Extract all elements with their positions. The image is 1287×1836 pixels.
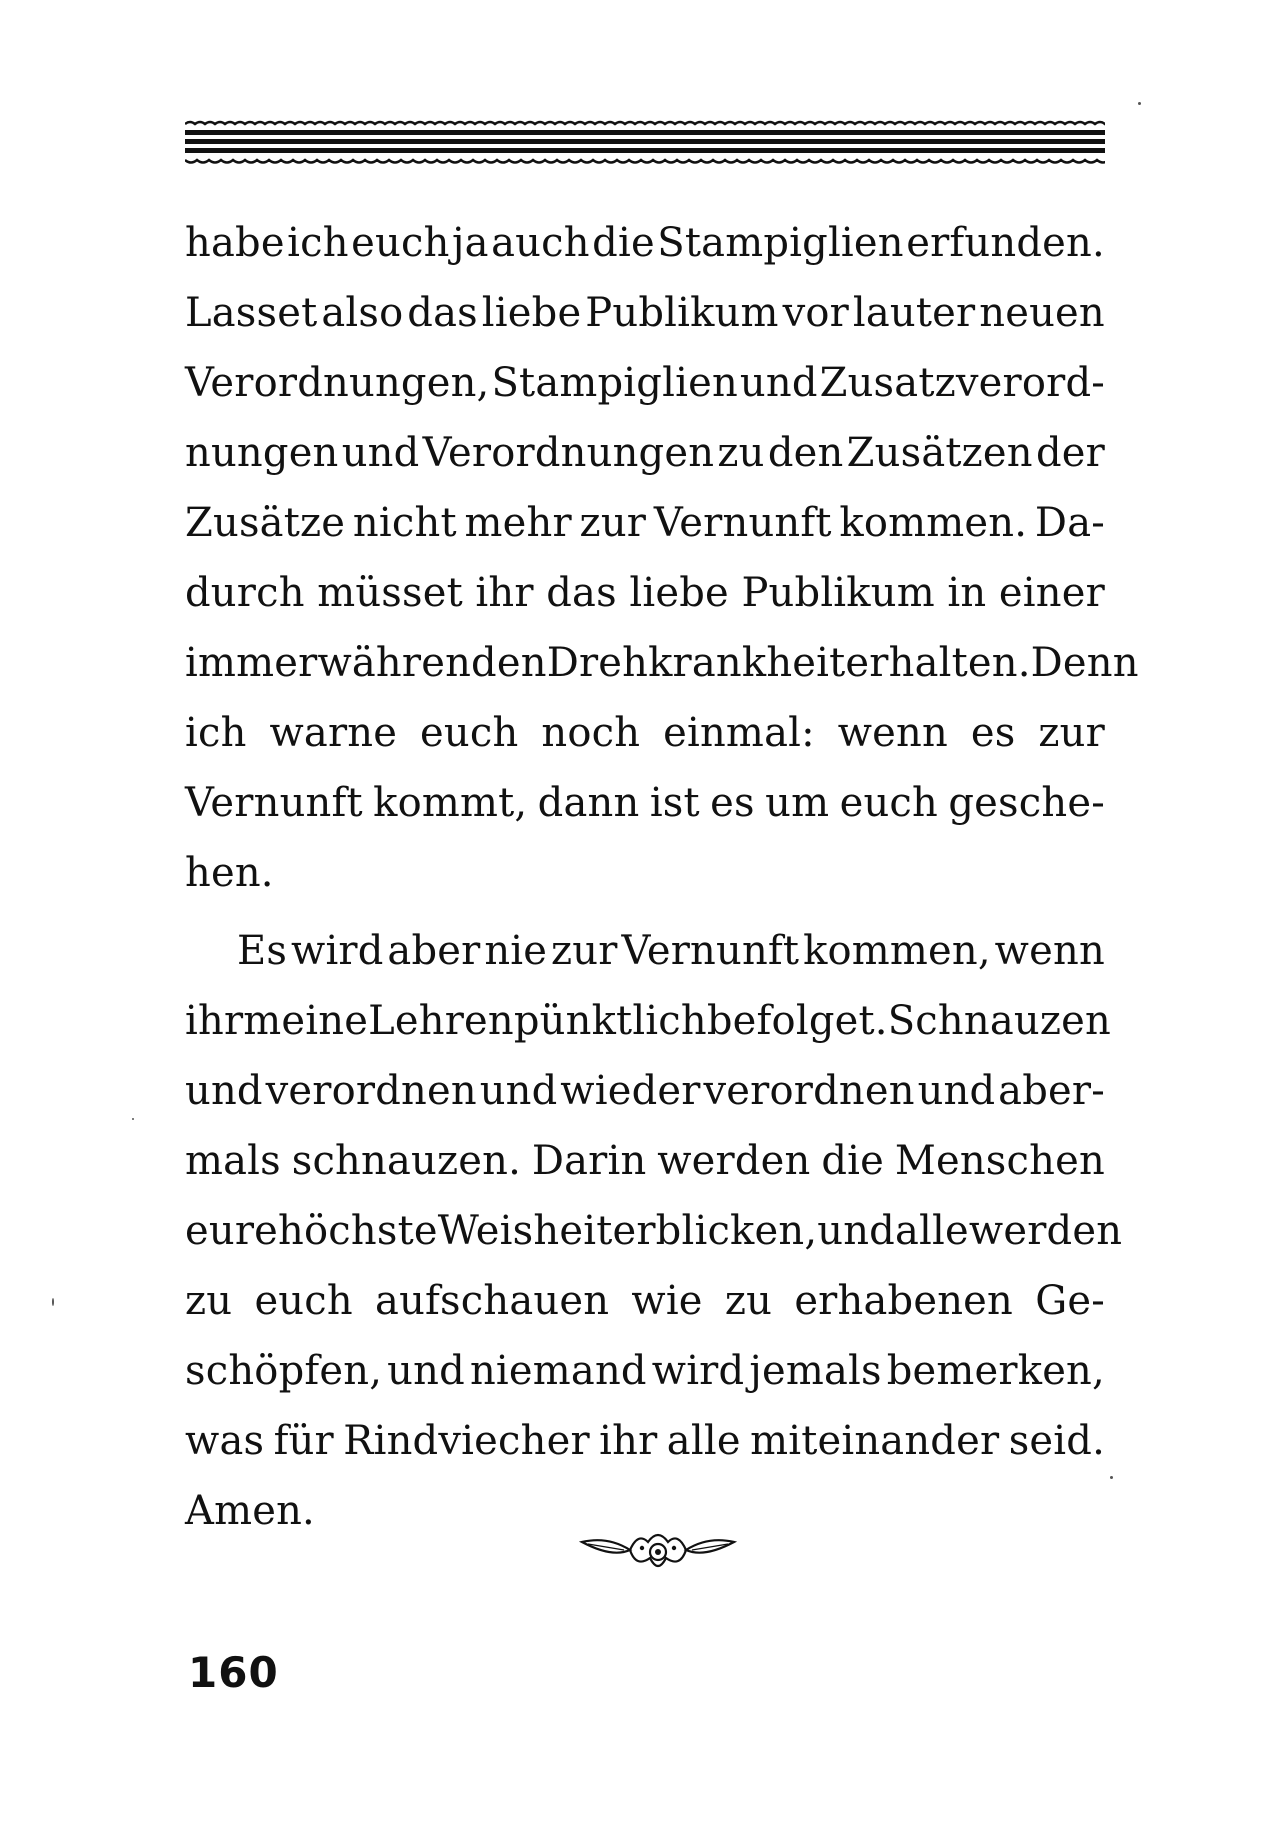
text-line: habe ich euch ja auch die Stampiglien erfunden. <box>185 220 1105 266</box>
wave-bottom-line <box>185 160 1105 163</box>
text-line: und verordnen und wieder verordnen und aber- <box>185 1068 1105 1114</box>
body-text <box>185 208 1139 1546</box>
text-line: immerwährenden Drehkrankheit erhalten. Denn <box>185 640 1139 686</box>
text-line: zu euch aufschauen wie zu erhabenen Ge- <box>185 1278 1105 1324</box>
page-number: 160 <box>188 1648 279 1697</box>
header-ornament <box>185 118 1105 170</box>
text-line: was für Rindviecher ihr alle miteinander seid. <box>185 1418 1105 1464</box>
scan-speck <box>1138 102 1141 105</box>
paragraph-gap <box>185 908 1105 916</box>
text-line: hen. <box>185 850 274 896</box>
band-bar-2 <box>185 139 1105 144</box>
flower-vignette-icon <box>578 1528 738 1578</box>
text-line: ich warne euch noch einmal: wenn es zur <box>185 710 1105 756</box>
wave-top-line <box>185 122 1105 124</box>
band-bar-3 <box>185 148 1105 153</box>
paragraph <box>185 916 1123 1546</box>
text-line: Zusätze nicht mehr zur Vernunft kommen. Da- <box>185 500 1105 546</box>
scan-speck <box>52 1298 54 1306</box>
scan-speck <box>132 1118 134 1120</box>
text-line: eure höchste Weisheit erblicken, und alle werden <box>185 1208 1123 1254</box>
text-line: mals schnauzen. Darin werden die Menschen <box>185 1138 1105 1184</box>
text-line: Vernunft kommt, dann ist es um euch gesche- <box>185 780 1105 826</box>
text-line: durch müsset ihr das liebe Publikum in einer <box>185 570 1105 616</box>
text-line: Amen. <box>185 1488 315 1534</box>
text-line: nungen und Verordnungen zu den Zusätzen der <box>185 430 1105 476</box>
band-bar-1 <box>185 130 1105 135</box>
text-line: Es wird aber nie zur Vernunft kommen, wenn <box>237 928 1105 974</box>
scan-speck <box>1110 1476 1113 1479</box>
text-line: Verordnungen, Stampiglien und Zusatzverord- <box>185 360 1105 406</box>
text-line: ihr meine Lehren pünktlich befolget. Schnauzen <box>185 998 1111 1044</box>
text-line: schöpfen, und niemand wird jemals bemerken, <box>185 1348 1105 1394</box>
paragraph <box>185 208 1139 908</box>
text-line: Lasset also das liebe Publikum vor lauter neuen <box>185 290 1105 336</box>
